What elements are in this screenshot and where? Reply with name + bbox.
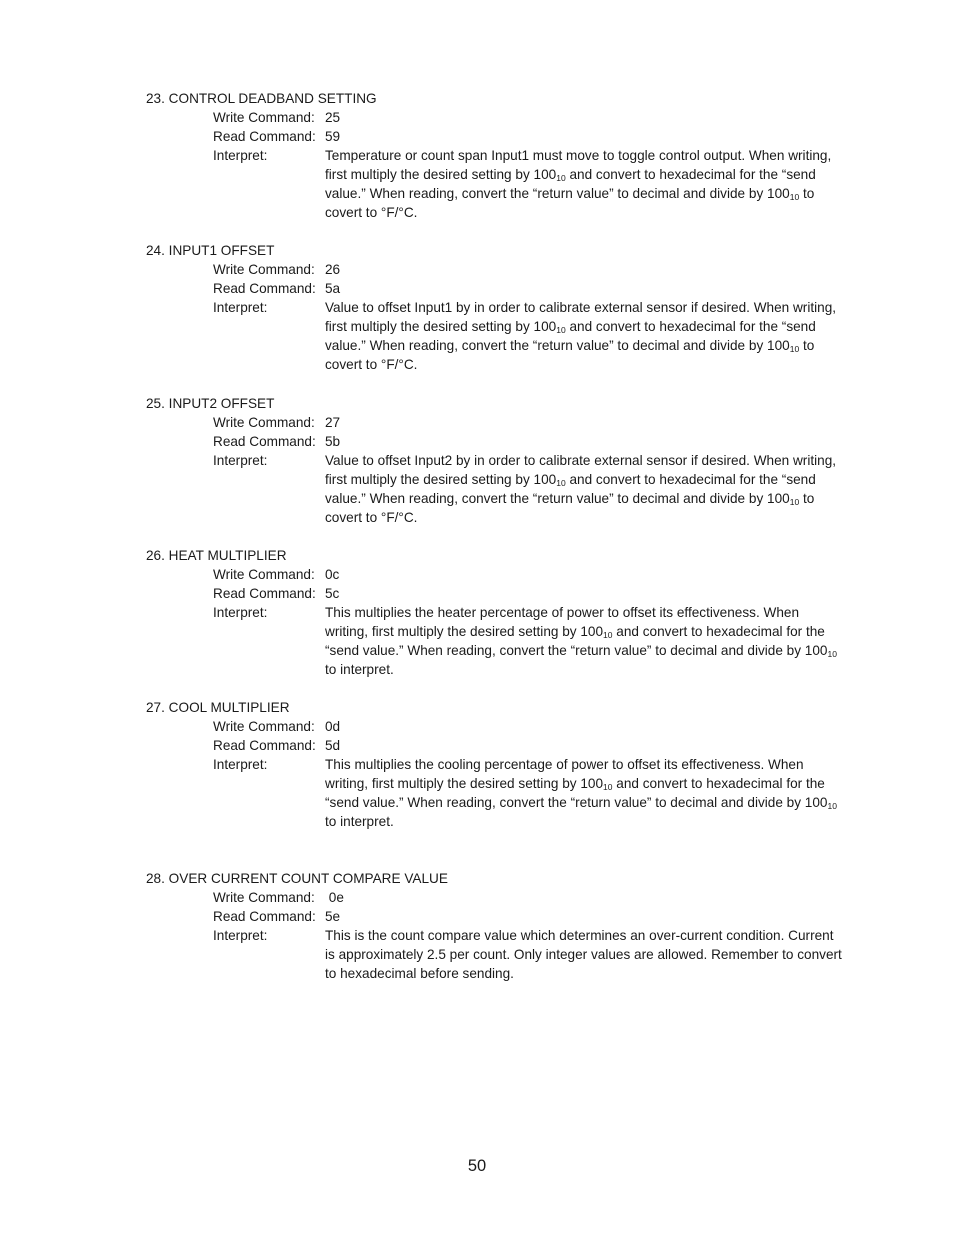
read-command-label: Read Command: <box>213 129 316 144</box>
text-run: covert to °F/°C. <box>325 357 418 372</box>
interpret-line <box>325 964 886 983</box>
section-heat-multiplier <box>146 546 886 679</box>
text-run: This multiplies the heater percentage of power to offset its effectiveness. When <box>325 605 800 620</box>
subscript-base: 10 <box>789 497 800 507</box>
text-run: to interpret. <box>325 662 394 677</box>
interpret-text <box>325 146 886 222</box>
section-heading: 25. INPUT2 OFFSET <box>146 396 275 411</box>
text-run: first multiply the desired setting by 100 <box>325 472 557 487</box>
interpret-row <box>146 451 886 527</box>
interpret-label: Interpret: <box>213 453 268 468</box>
section-heading: 28. OVER CURRENT COUNT COMPARE VALUE <box>146 871 448 886</box>
text-run: value.” When reading, convert the “return value” to decimal and divide by 100 <box>325 186 790 201</box>
interpret-line <box>325 603 886 622</box>
interpret-row <box>146 298 886 374</box>
interpret-line <box>325 355 886 374</box>
text-run: to hexadecimal before sending. <box>325 966 514 981</box>
write-command-label: Write Command: <box>213 890 315 905</box>
write-command-row <box>146 888 886 907</box>
subscript-base: 10 <box>603 630 613 640</box>
interpret-line <box>325 298 886 317</box>
read-command-value: 5e <box>325 909 341 924</box>
text-run: to interpret. <box>325 814 394 829</box>
subscript-base: 10 <box>603 782 613 792</box>
write-command-value: 25 <box>325 110 341 125</box>
subscript-base: 10 <box>827 649 837 659</box>
interpret-line <box>325 489 886 508</box>
write-command-label: Write Command: <box>213 415 315 430</box>
write-command-value: 0d <box>325 719 341 734</box>
subscript-base: 10 <box>556 173 566 183</box>
interpret-line <box>325 793 886 812</box>
interpret-line <box>325 622 886 641</box>
text-run: and convert to hexadecimal for the “send <box>565 472 816 487</box>
read-command-label: Read Command: <box>213 586 316 601</box>
interpret-row <box>146 755 886 831</box>
text-run: Value to offset Input2 by in order to calibrate external sensor if desired. When writing, <box>325 453 837 468</box>
read-command-row <box>146 907 886 926</box>
section-heading: 23. CONTROL DEADBAND SETTING <box>146 91 377 106</box>
read-command-value: 5c <box>325 586 340 601</box>
page-number: 50 <box>467 1157 487 1175</box>
subscript-base: 10 <box>556 478 566 488</box>
interpret-label: Interpret: <box>213 928 268 943</box>
interpret-line <box>325 165 886 184</box>
read-command-label: Read Command: <box>213 738 316 753</box>
write-command-row <box>146 717 886 736</box>
interpret-line <box>325 470 886 489</box>
write-command-value: 0c <box>325 567 340 582</box>
read-command-value: 59 <box>325 129 341 144</box>
interpret-text <box>325 603 886 679</box>
text-run: writing, first multiply the desired setting by 100 <box>325 776 604 791</box>
read-command-row <box>146 736 886 755</box>
section-over-current-count-compare-value <box>146 869 886 983</box>
text-run: to <box>799 491 815 506</box>
subscript-base: 10 <box>789 344 800 354</box>
text-run: is approximately 2.5 per count. Only integer values are allowed. Remember to convert <box>325 947 842 962</box>
interpret-line <box>325 660 886 679</box>
text-run: value.” When reading, convert the “return value” to decimal and divide by 100 <box>325 491 790 506</box>
interpret-line <box>325 812 886 831</box>
interpret-line <box>325 451 886 470</box>
interpret-row <box>146 926 886 983</box>
write-command-row <box>146 413 886 432</box>
subscript-base: 10 <box>556 325 566 335</box>
interpret-label: Interpret: <box>213 605 268 620</box>
interpret-label: Interpret: <box>213 148 268 163</box>
interpret-text <box>325 298 886 374</box>
interpret-label: Interpret: <box>213 300 268 315</box>
read-command-row <box>146 432 886 451</box>
interpret-row <box>146 146 886 222</box>
subscript-base: 10 <box>789 192 800 202</box>
text-run: and convert to hexadecimal for the <box>612 624 825 639</box>
section-cool-multiplier <box>146 698 886 831</box>
interpret-line <box>325 336 886 355</box>
interpret-row <box>146 603 886 679</box>
read-command-row <box>146 584 886 603</box>
write-command-label: Write Command: <box>213 719 315 734</box>
interpret-line <box>325 203 886 222</box>
write-command-value: 27 <box>325 415 341 430</box>
text-run: and convert to hexadecimal for the “send <box>565 167 816 182</box>
interpret-text <box>325 755 886 831</box>
read-command-value: 5b <box>325 434 341 449</box>
section-heading: 24. INPUT1 OFFSET <box>146 243 275 258</box>
text-run: and convert to hexadecimal for the “send <box>565 319 816 334</box>
read-command-label: Read Command: <box>213 281 316 296</box>
subscript-base: 10 <box>827 801 837 811</box>
write-command-label: Write Command: <box>213 110 315 125</box>
section-input1-offset <box>146 241 886 374</box>
interpret-line <box>325 508 886 527</box>
write-command-value: 26 <box>325 262 341 277</box>
text-run: “send value.” When reading, convert the “return value” to decimal and divide by 100 <box>325 643 828 658</box>
write-command-row <box>146 565 886 584</box>
text-run: Temperature or count span Input1 must move to toggle control output. When writing, <box>325 148 832 163</box>
text-run: value.” When reading, convert the “return value” to decimal and divide by 100 <box>325 338 790 353</box>
section-input2-offset <box>146 394 886 527</box>
interpret-line <box>325 184 886 203</box>
interpret-line <box>325 641 886 660</box>
text-run: and convert to hexadecimal for the <box>612 776 825 791</box>
interpret-line <box>325 146 886 165</box>
interpret-label: Interpret: <box>213 757 268 772</box>
write-command-label: Write Command: <box>213 567 315 582</box>
text-run: first multiply the desired setting by 100 <box>325 167 557 182</box>
section-heading: 27. COOL MULTIPLIER <box>146 700 290 715</box>
text-run: covert to °F/°C. <box>325 510 418 525</box>
text-run: first multiply the desired setting by 100 <box>325 319 557 334</box>
interpret-line <box>325 755 886 774</box>
read-command-label: Read Command: <box>213 909 316 924</box>
text-run: to <box>799 186 815 201</box>
interpret-text <box>325 926 886 983</box>
section-control-deadband-setting <box>146 89 886 222</box>
write-command-row <box>146 260 886 279</box>
read-command-row <box>146 127 886 146</box>
interpret-line <box>325 774 886 793</box>
write-command-label: Write Command: <box>213 262 315 277</box>
read-command-label: Read Command: <box>213 434 316 449</box>
text-run: Value to offset Input1 by in order to calibrate external sensor if desired. When writing, <box>325 300 837 315</box>
interpret-line <box>325 926 886 945</box>
interpret-line <box>325 945 886 964</box>
interpret-line <box>325 317 886 336</box>
interpret-text <box>325 451 886 527</box>
text-run: “send value.” When reading, convert the “return value” to decimal and divide by 100 <box>325 795 828 810</box>
section-heading: 26. HEAT MULTIPLIER <box>146 548 287 563</box>
write-command-row <box>146 108 886 127</box>
text-run: This is the count compare value which determines an over-current condition. Current <box>325 928 834 943</box>
read-command-value: 5d <box>325 738 341 753</box>
text-run: to <box>799 338 815 353</box>
text-run: covert to °F/°C. <box>325 205 418 220</box>
text-run: This multiplies the cooling percentage of power to offset its effectiveness. When <box>325 757 804 772</box>
read-command-row <box>146 279 886 298</box>
read-command-value: 5a <box>325 281 341 296</box>
write-command-value: 0e <box>325 890 344 905</box>
text-run: writing, first multiply the desired setting by 100 <box>325 624 604 639</box>
